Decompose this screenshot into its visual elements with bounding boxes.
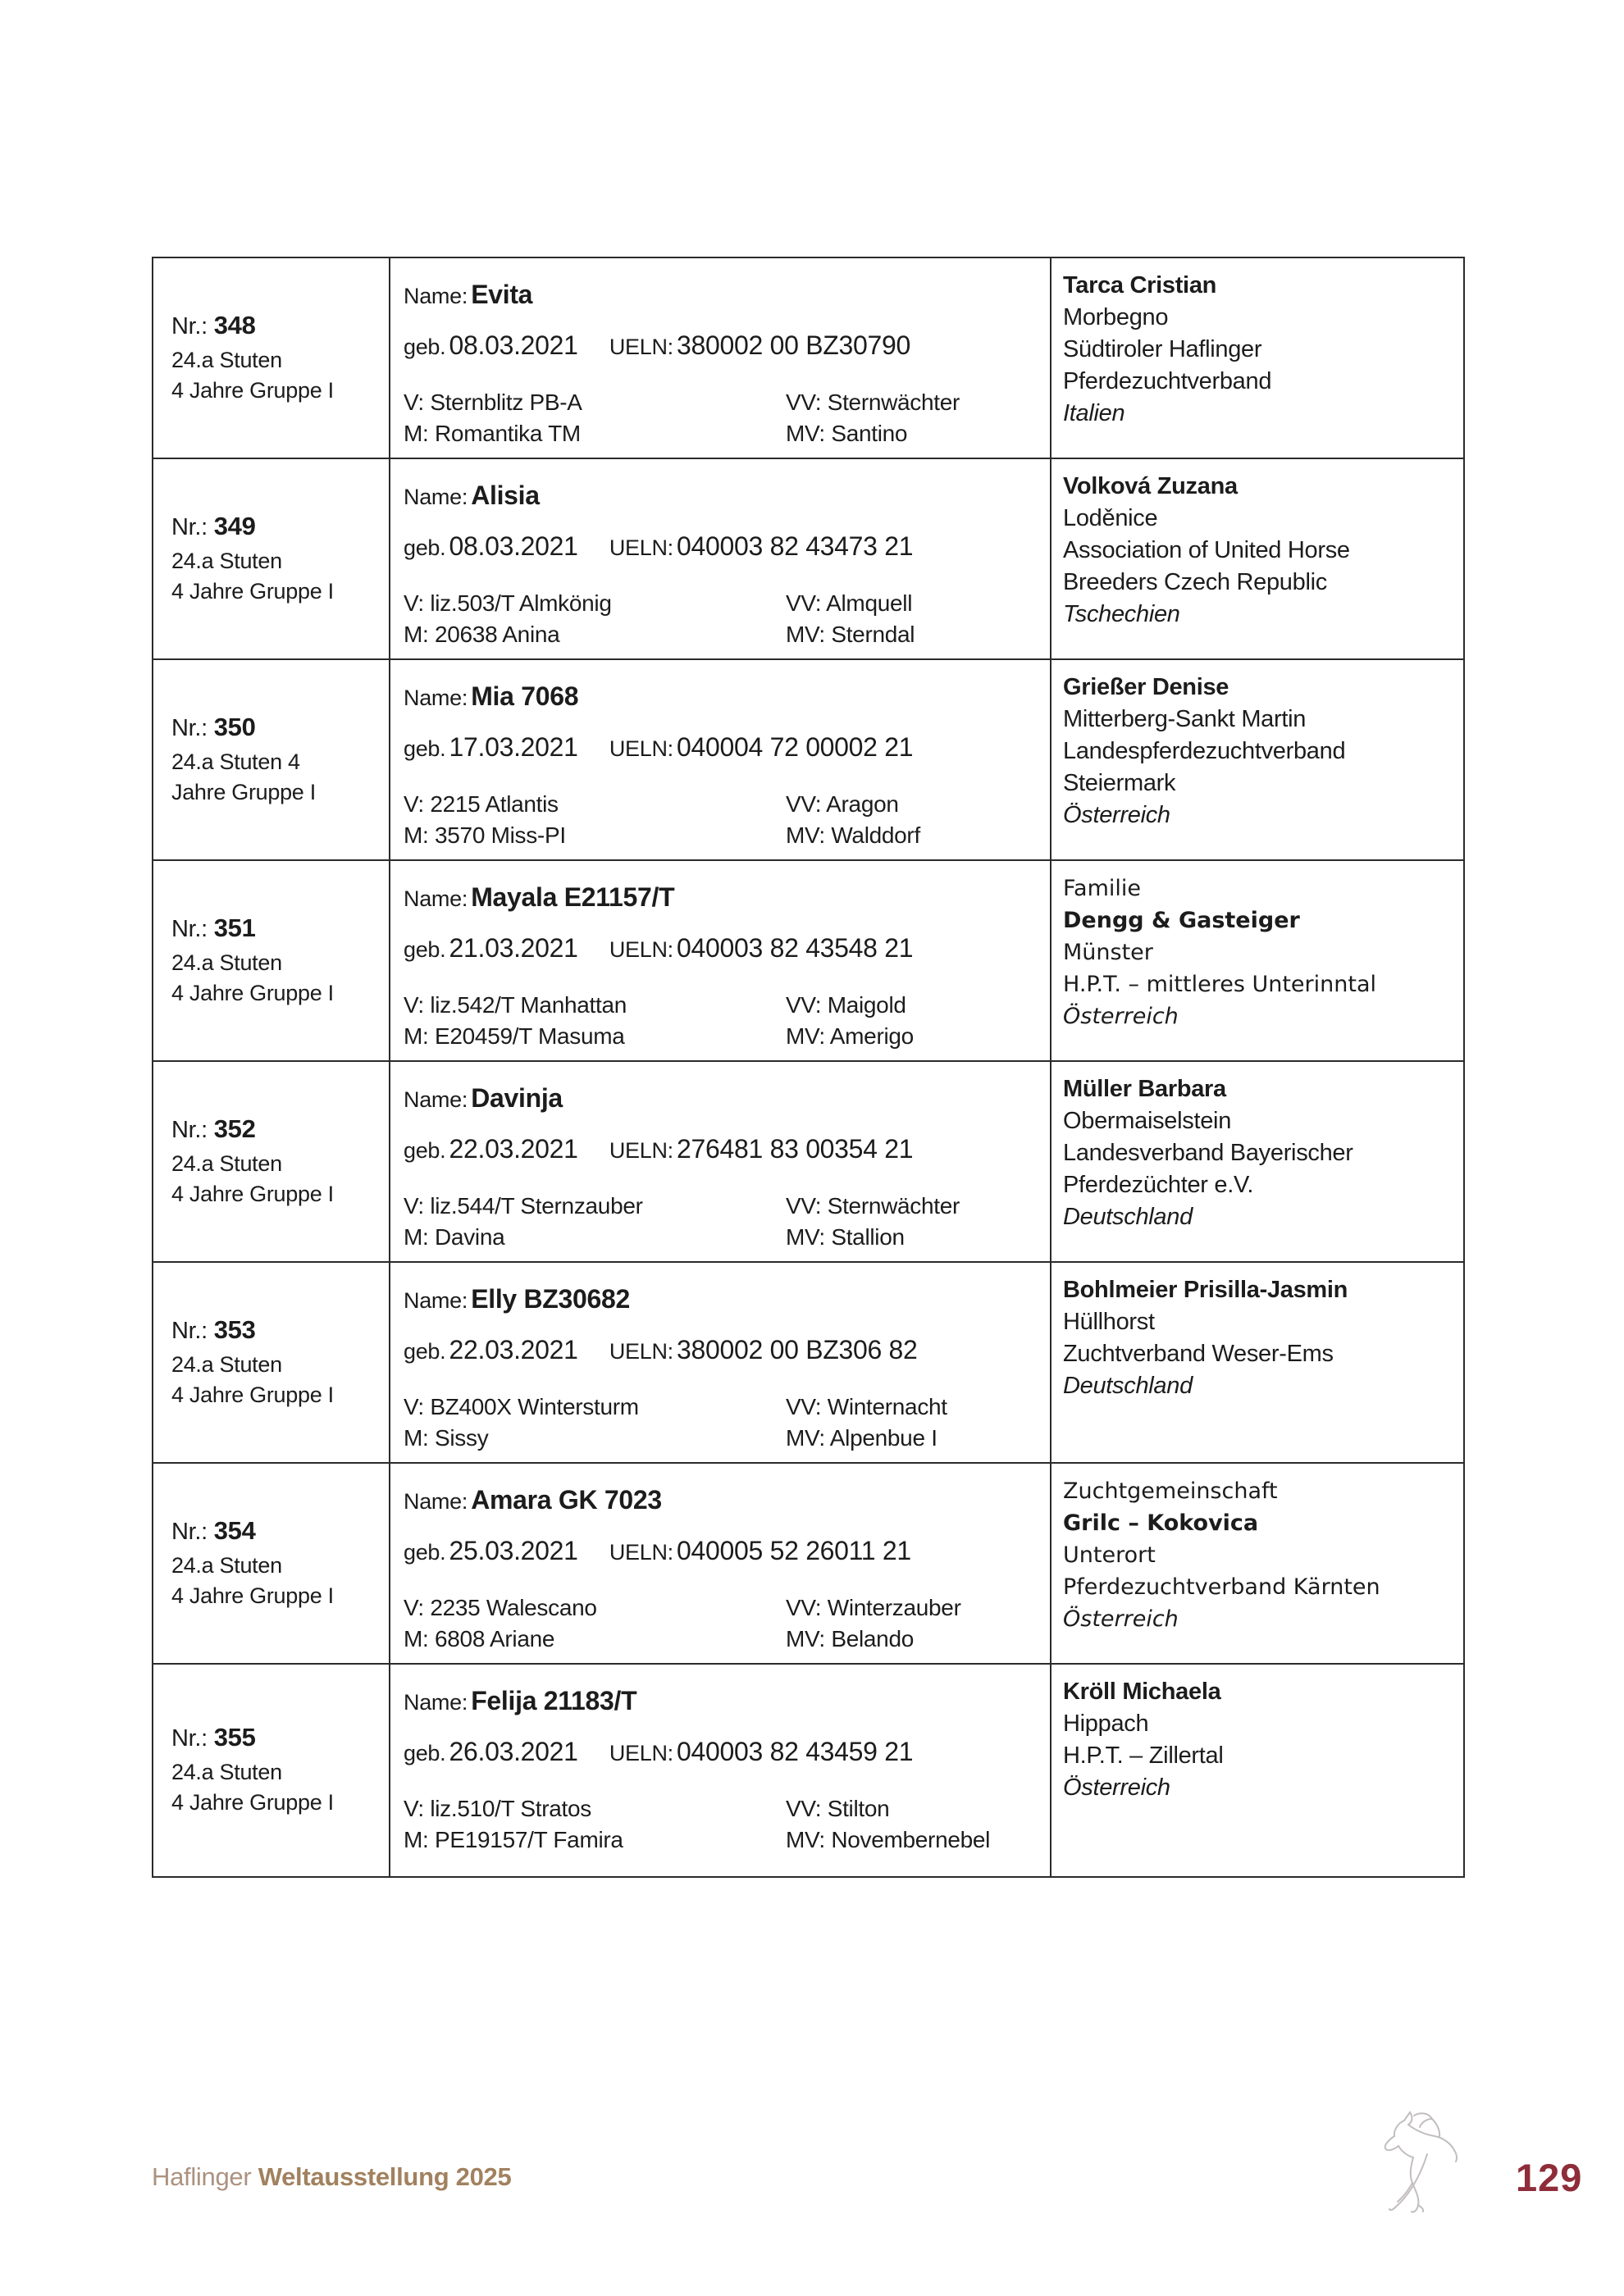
birth-line [404,1737,1050,1767]
owner-line: H.P.T. – mittleres Unterinntal [1063,972,1376,997]
birth-label: geb. [404,1138,446,1163]
entry-number-line [171,913,389,943]
owner-lines [1063,1708,1455,1772]
sire-label: V: [404,992,424,1018]
owner-country: Österreich [1063,1004,1179,1029]
dam-label: M: [404,1224,429,1250]
paternal-grandsire-label: VV: [786,1595,822,1620]
cell-horse-details [390,1263,1051,1462]
maternal-grandsire-line [786,1423,1050,1454]
birth-date: 17.03.2021 [449,732,578,762]
dam-line [404,1624,786,1655]
birth-date: 21.03.2021 [449,933,578,963]
dam-value: Davina [435,1224,505,1250]
sire-value: liz.544/T Sternzauber [430,1193,643,1219]
maternal-grandsire-line [786,418,1050,449]
name-label: Name: [404,1489,468,1514]
ueln-value: 380002 00 BZ30790 [677,330,910,360]
entry-number-label: Nr.: [171,312,208,339]
paternal-grandsire-label: VV: [786,1394,822,1419]
name-label: Name: [404,1087,468,1112]
category-line-1: 24.a Stuten 4 [171,749,300,774]
entry-number-label: Nr.: [171,1518,208,1545]
owner-line: Landespferdezuchtverband [1063,738,1346,764]
owner-line: Pferdezuchtverband [1063,368,1272,394]
ueln-label: UELN: [609,535,673,560]
sire-label: V: [404,1796,424,1821]
entry-number-value: 354 [213,1515,256,1545]
horse-name: Evita [471,280,533,309]
entry-number-label: Nr.: [171,1116,208,1143]
table-row [153,1665,1463,1876]
paternal-grandsire-value: Sternwächter [827,390,960,415]
name-label: Name: [404,1288,468,1313]
entry-number-value: 351 [213,913,256,942]
dam-label: M: [404,1626,429,1651]
page-number: 129 [1516,2156,1583,2199]
sire-line [404,588,786,619]
owner-line: Hüllhorst [1063,1309,1155,1335]
name-line [404,1485,1050,1515]
sire-line [404,1592,786,1624]
owner-line: Pferdezüchter e.V. [1063,1172,1254,1198]
horse-name: Mia 7068 [471,681,579,711]
paternal-grandsire-line [786,1793,1050,1824]
owner-lines [1063,302,1455,398]
owner-line: Zuchtverband Weser-Ems [1063,1341,1334,1367]
birth-label: geb. [404,1339,446,1364]
ueln-label: UELN: [609,937,673,962]
paternal-grandsire-line [786,1392,1050,1423]
dam-line [404,1423,786,1454]
owner-country: Deutschland [1063,1204,1193,1230]
dam-label: M: [404,1425,429,1451]
birth-label: geb. [404,1540,446,1565]
birth-label: geb. [404,937,446,962]
entry-number-label: Nr.: [171,714,208,741]
dam-label: M: [404,421,429,446]
owner-line: Association of United Horse [1063,537,1350,563]
paternal-grandsire-label: VV: [786,590,822,616]
maternal-grandsire-line [786,820,1050,851]
name-line [404,1083,1050,1114]
owner-line: Loděnice [1063,505,1158,531]
owner-name: Grilc – Kokovica [1063,1510,1259,1536]
birth-label: geb. [404,736,446,761]
horse-name: Davinja [471,1083,563,1113]
category-line-2: 4 Jahre Gruppe I [171,980,334,1005]
name-line [404,481,1050,511]
horse-name: Elly BZ30682 [471,1284,631,1314]
sire-label: V: [404,390,424,415]
name-label: Name: [404,886,468,911]
maternal-grandsire-value: Sterndal [831,622,915,647]
entry-number-value: 355 [213,1723,256,1752]
owner-country: Tschechien [1063,601,1180,627]
dam-value: 20638 Anina [435,622,560,647]
catalog-table [152,257,1465,1878]
owner-name: Volková Zuzana [1063,473,1238,499]
birth-line [404,1134,1050,1164]
dam-value: E20459/T Masuma [435,1023,625,1049]
horse-name: Felija 21183/T [471,1686,637,1715]
cell-owner [1051,660,1463,859]
maternal-grandsire-label: MV: [786,1425,825,1451]
owner-line: Steiermark [1063,770,1176,796]
birth-date: 22.03.2021 [449,1134,578,1164]
category-line-1: 24.a Stuten [171,347,282,372]
paternal-grandsire-line [786,990,1050,1021]
dam-line [404,1222,786,1253]
category-line-2: 4 Jahre Gruppe I [171,1583,334,1608]
paternal-grandsire-line [786,1592,1050,1624]
maternal-grandsire-value: Amerigo [829,1023,914,1049]
paternal-grandsire-label: VV: [786,1796,822,1821]
pedigree-block [404,1191,1050,1253]
maternal-grandsire-label: MV: [786,1224,825,1250]
maternal-grandsire-line [786,1021,1050,1052]
cell-horse-details [390,1665,1051,1876]
owner-lines [1063,503,1455,599]
table-row [153,258,1463,459]
dam-label: M: [404,822,429,848]
footer-brand-bold: Weltausstellung 2025 [258,2162,512,2191]
owner-name: Dengg & Gasteiger [1063,908,1300,933]
category-line-2: 4 Jahre Gruppe I [171,377,334,403]
horse-name: Mayala E21157/T [471,882,675,912]
owner-line: Unterort [1063,1542,1156,1568]
birth-line [404,933,1050,963]
ueln-value: 040005 52 26011 21 [677,1536,911,1565]
sire-value: 2235 Walescano [430,1595,597,1620]
category-line-1: 24.a Stuten [171,1351,282,1377]
sire-label: V: [404,1394,424,1419]
paternal-grandsire-value: Almquell [826,590,913,616]
maternal-grandsire-value: Walddorf [831,822,920,848]
maternal-grandsire-label: MV: [786,1023,825,1049]
sire-value: liz.542/T Manhattan [430,992,627,1018]
cell-entry-number [153,1263,390,1462]
sire-line [404,1191,786,1222]
paternal-grandsire-line [786,387,1050,418]
table-row [153,1464,1463,1665]
category-line-1: 24.a Stuten [171,1150,282,1176]
ueln-value: 040003 82 43459 21 [677,1737,914,1766]
paternal-grandsire-label: VV: [786,1193,822,1219]
dam-line [404,619,786,650]
birth-line [404,330,1050,361]
table-row [153,459,1463,660]
sire-line [404,1793,786,1824]
paternal-grandsire-label: VV: [786,992,822,1018]
paternal-grandsire-value: Winternacht [827,1394,947,1419]
birth-line [404,1536,1050,1566]
category-line-1: 24.a Stuten [171,950,282,975]
sire-value: liz.510/T Stratos [430,1796,592,1821]
cell-entry-number [153,861,390,1060]
paternal-grandsire-line [786,1191,1050,1222]
pedigree-block [404,1392,1050,1454]
birth-date: 25.03.2021 [449,1536,578,1565]
owner-country: Deutschland [1063,1373,1193,1399]
name-line [404,681,1050,712]
maternal-grandsire-value: Santino [831,421,908,446]
owner-name: Müller Barbara [1063,1076,1226,1102]
name-label: Name: [404,686,468,710]
name-label: Name: [404,284,468,308]
birth-label: geb. [404,335,446,359]
paternal-grandsire-value: Winterzauber [827,1595,961,1620]
birth-date: 08.03.2021 [449,531,578,561]
owner-line: Landesverband Bayerischer [1063,1140,1353,1166]
pedigree-block [404,1592,1050,1655]
cell-owner [1051,258,1463,458]
sire-value: BZ400X Wintersturm [430,1394,639,1419]
ueln-label: UELN: [609,1540,673,1565]
birth-date: 22.03.2021 [449,1335,578,1364]
entry-number-line [171,1315,389,1345]
maternal-grandsire-label: MV: [786,1626,825,1651]
birth-date: 08.03.2021 [449,330,578,360]
cell-owner [1051,1665,1463,1876]
sire-line [404,990,786,1021]
category-line-2: Jahre Gruppe I [171,779,316,804]
footer-brand [152,2162,511,2192]
dam-value: 6808 Ariane [435,1626,555,1651]
name-label: Name: [404,1690,468,1715]
category-line-1: 24.a Stuten [171,1552,282,1578]
category-line-1: 24.a Stuten [171,548,282,573]
name-line [404,882,1050,913]
maternal-grandsire-label: MV: [786,1827,825,1852]
ueln-label: UELN: [609,1741,673,1765]
name-label: Name: [404,485,468,509]
name-line [404,1686,1050,1716]
cell-entry-number [153,459,390,658]
sire-value: 2215 Atlantis [430,791,559,817]
sire-label: V: [404,590,424,616]
owner-lines [1063,704,1455,800]
sire-line [404,789,786,820]
owner-line: H.P.T. – Zillertal [1063,1742,1224,1769]
entry-number-line [171,1516,389,1546]
paternal-grandsire-label: VV: [786,791,822,817]
birth-date: 26.03.2021 [449,1737,578,1766]
entry-number-value: 349 [213,511,256,540]
dam-value: PE19157/T Famira [435,1827,623,1852]
paternal-grandsire-value: Sternwächter [827,1193,960,1219]
dam-label: M: [404,1023,429,1049]
owner-line: Mitterberg-Sankt Martin [1063,706,1307,732]
cell-horse-details [390,660,1051,859]
cell-horse-details [390,459,1051,658]
cell-owner [1051,1062,1463,1261]
maternal-grandsire-value: Stallion [831,1224,905,1250]
name-line [404,1284,1050,1314]
dam-line [404,1021,786,1052]
sire-label: V: [404,791,424,817]
entry-number-value: 350 [213,712,256,741]
owner-line: Südtiroler Haflinger [1063,336,1262,362]
maternal-grandsire-label: MV: [786,622,825,647]
maternal-grandsire-label: MV: [786,822,825,848]
cell-owner [1051,1464,1463,1663]
owner-country: Österreich [1063,802,1170,828]
entry-number-label: Nr.: [171,1725,208,1752]
owner-lines [1063,936,1455,1000]
dam-value: Romantika TM [435,421,581,446]
owner-name: Bohlmeier Prisilla-Jasmin [1063,1277,1348,1303]
entry-number-line [171,512,389,541]
entry-number-label: Nr.: [171,1317,208,1344]
owner-name: Kröll Michaela [1063,1679,1221,1705]
ueln-value: 276481 83 00354 21 [677,1134,914,1164]
owner-line: Münster [1063,940,1153,965]
dam-line [404,820,786,851]
paternal-grandsire-value: Maigold [827,992,906,1018]
maternal-grandsire-line [786,1624,1050,1655]
ueln-label: UELN: [609,1138,673,1163]
cell-entry-number [153,660,390,859]
entry-number-line [171,1723,389,1752]
paternal-grandsire-value: Aragon [826,791,899,817]
maternal-grandsire-line [786,619,1050,650]
maternal-grandsire-value: Novembernebel [831,1827,991,1852]
owner-lines [1063,1539,1455,1603]
cell-entry-number [153,1062,390,1261]
sire-value: Sternblitz PB-A [430,390,582,415]
paternal-grandsire-line [786,789,1050,820]
dam-value: Sissy [435,1425,489,1451]
pedigree-block [404,990,1050,1052]
cell-entry-number [153,1464,390,1663]
cell-entry-number [153,258,390,458]
entry-number-line [171,1114,389,1144]
owner-prefix: Zuchtgemeinschaft [1063,1478,1278,1504]
maternal-grandsire-line [786,1222,1050,1253]
entry-number-value: 353 [213,1314,256,1344]
category-line-2: 4 Jahre Gruppe I [171,1790,334,1815]
ueln-value: 040003 82 43548 21 [677,933,914,963]
owner-name: Grießer Denise [1063,674,1229,700]
entry-number-value: 348 [213,310,256,339]
cell-horse-details [390,1062,1051,1261]
horse-name: Amara GK 7023 [471,1485,662,1515]
ueln-label: UELN: [609,1339,673,1364]
pedigree-block [404,789,1050,851]
birth-line [404,531,1050,562]
dam-label: M: [404,622,429,647]
cell-horse-details [390,258,1051,458]
category-line-1: 24.a Stuten [171,1760,282,1784]
sire-line [404,1392,786,1423]
cell-entry-number [153,1665,390,1876]
entry-number-label: Nr.: [171,915,208,942]
cell-horse-details [390,1464,1051,1663]
pedigree-block [404,1793,1050,1856]
birth-label: geb. [404,535,446,560]
maternal-grandsire-value: Belando [831,1626,914,1651]
cell-horse-details [390,861,1051,1060]
cell-owner [1051,861,1463,1060]
ueln-value: 380002 00 BZ306 82 [677,1335,918,1364]
owner-country: Italien [1063,400,1125,426]
dam-label: M: [404,1827,429,1852]
owner-line: Morbegno [1063,304,1169,330]
birth-line [404,1335,1050,1365]
ueln-value: 040004 72 00002 21 [677,732,914,762]
owner-country: Österreich [1063,1606,1179,1632]
table-row [153,1062,1463,1263]
owner-lines [1063,1306,1455,1370]
table-row [153,1263,1463,1464]
dam-line [404,418,786,449]
name-line [404,280,1050,310]
maternal-grandsire-label: MV: [786,421,825,446]
sire-line [404,387,786,418]
horse-line-art-icon [1376,2109,1473,2221]
table-row [153,861,1463,1062]
birth-line [404,732,1050,763]
birth-label: geb. [404,1741,446,1765]
maternal-grandsire-value: Alpenbue I [829,1425,937,1451]
entry-number-label: Nr.: [171,513,208,540]
entry-number-value: 352 [213,1114,256,1143]
ueln-label: UELN: [609,335,673,359]
owner-line: Obermaiselstein [1063,1108,1232,1134]
category-line-2: 4 Jahre Gruppe I [171,578,334,604]
paternal-grandsire-value: Stilton [827,1796,890,1821]
pedigree-block [404,588,1050,650]
owner-line: Hippach [1063,1711,1149,1737]
maternal-grandsire-line [786,1824,1050,1856]
owner-lines [1063,1105,1455,1201]
owner-line: Pferdezuchtverband Kärnten [1063,1574,1380,1600]
table-row [153,660,1463,861]
category-line-2: 4 Jahre Gruppe I [171,1181,334,1206]
owner-country: Österreich [1063,1774,1170,1801]
entry-number-line [171,311,389,340]
dam-value: 3570 Miss-PI [435,822,566,848]
ueln-value: 040003 82 43473 21 [677,531,914,561]
owner-prefix: Familie [1063,876,1142,901]
horse-name: Alisia [471,481,540,510]
owner-name: Tarca Cristian [1063,272,1217,298]
footer-brand-light: Haflinger [152,2162,252,2191]
sire-value: liz.503/T Almkönig [430,590,612,616]
paternal-grandsire-label: VV: [786,390,822,415]
category-line-2: 4 Jahre Gruppe I [171,1382,334,1407]
cell-owner [1051,1263,1463,1462]
sire-label: V: [404,1595,424,1620]
cell-owner [1051,459,1463,658]
entry-number-line [171,713,389,742]
dam-line [404,1824,786,1856]
paternal-grandsire-line [786,588,1050,619]
sire-label: V: [404,1193,424,1219]
pedigree-block [404,387,1050,449]
owner-line: Breeders Czech Republic [1063,569,1327,595]
ueln-label: UELN: [609,736,673,761]
